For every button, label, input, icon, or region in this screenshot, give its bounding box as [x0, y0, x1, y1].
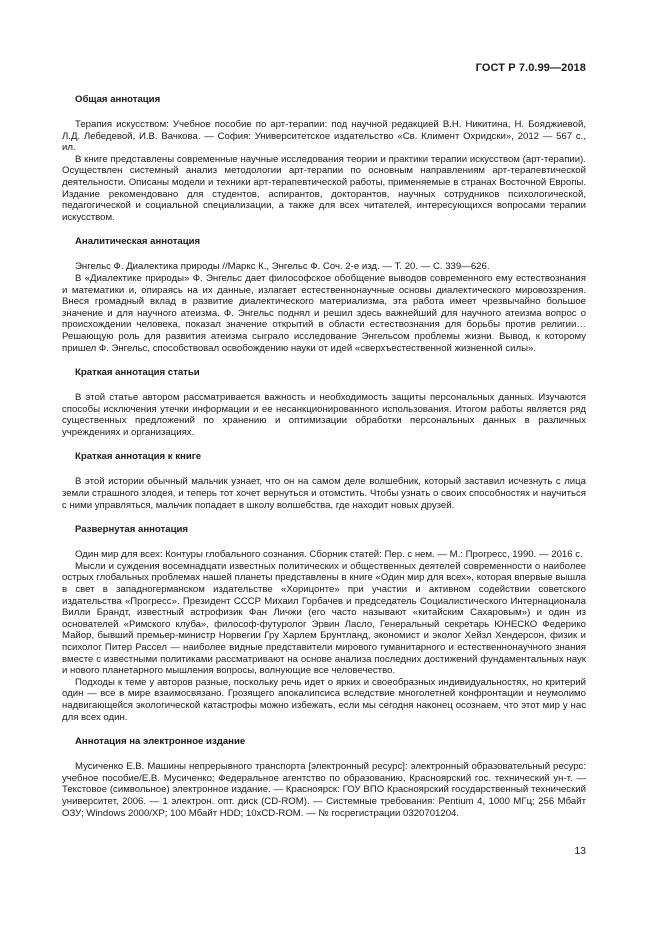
page-number: 13 — [574, 845, 586, 857]
section-short-article-annotation — [62, 367, 586, 438]
section-heading: Развернутая аннотация — [75, 524, 188, 536]
annotation-text: В этой статье автором рассматривается важность и необходимость защиты персональных данных. Изучаются способы исключения утечки информации и ее несанкционированного использования. Итогом работы является ряд существенных предложений по хранению и оптимизации обработки персональных данных в различных учреждениях и организациях. — [62, 392, 586, 438]
section-heading: Аналитическая аннотация — [75, 236, 201, 248]
section-extended-annotation — [62, 524, 586, 723]
section-heading: Аннотация на электронное издание — [75, 736, 246, 748]
section-heading: Общая аннотация — [75, 94, 161, 105]
page-content — [62, 94, 586, 832]
section-heading: Краткая аннотация статьи — [75, 367, 200, 379]
annotation-text: Подходы к теме у авторов разные, поскольку речь идет о ярких и своеобразных индивидуальностях, но критерий один — все в мире взаимосвязано. Грозящего апокалипсиса вследствие многолетней конфронтации и неумолимо надвигающейся экологической катастрофы можно избежать, если мы сегодня наконец осознаем, что этот мир у нас для всех один. — [62, 676, 586, 723]
section-analytical-annotation — [62, 236, 586, 354]
section-heading: Краткая аннотация к книге — [75, 451, 202, 463]
section-electronic-edition-annotation — [62, 736, 586, 819]
section-short-book-annotation — [62, 451, 586, 511]
annotation-text: В этой истории обычный мальчик узнает, что он на самом деле волшебник, который заставил исчезнуть с лица земли страшного злодея, и теперь тот хочет вернуться и отомстить. Чтобы узнать о своих способностях и научиться с ними управляться, мальчик попадает в школу волшебства, где находит новых друзей. — [62, 476, 586, 511]
bibliographic-reference: Энгельс Ф. Диалектика природы //Маркс К., Энгельс Ф. Соч. 2-е изд. — Т. 20. — С. 339—626. — [75, 261, 490, 273]
bibliographic-reference: Мусиченко Е.В. Машины непрерывного транспорта [электронный ресурс]: электронный образовательный ресурс: учебное пособие/Е.В. Мусиченко; Федеральное агентство по образованию, Красноярский гос. технический ун-т. — Текстовое (символьное) электронное издание. — Красноярск: ГОУ ВПО Красноярский государственный технический университет, 2006. — 1 электрон. опт. диск (CD-ROM). — Системные требования: Pentium 4, 1000 МГц; 256 Мбайт ОЗУ; Windows 2000/XP; 100 Мбайт HDD; 10xCD-ROM. — № госрегистрации 0320701204. — [62, 761, 586, 819]
annotation-text: Мысли и суждения восемнадцати известных политических и общественных деятелей современности о наиболее острых глобальных проблемах нашей планеты представлены в книге «Один мир для всех», которая впервые вышла в свет в западногерманском издательстве «Хорицонте» при участии и активном содействии советского издательства «Прогресс». Президент СССР Михаил Горбачев и председатель Социалистического Интернационала Вилли Брандт, известный астрофизик Фан Личжи (его часто называют «китайским Сахаровым») и один из основателей «Римского клуба», философ-футуролог Эрвин Ласло, Генеральный секретарь ЮНЕСКО Федерико Майор, бывший премьер-министр Норвегии Гру Харлем Брунтланд, экономист и эколог Хейзл Хендерсон, физик и психолог Питер Рассел — наиболее видные представители мирового гуманитарного и естественнонаучного знания вместе с известными политиками рассматривают на основе анализа последних достижений фундаментальных наук и нового планетарного мышления вопросы, волнующие все человечество. — [62, 560, 586, 677]
bibliographic-reference: Терапия искусством: Учебное пособие по арт-терапии: под научной редакцией В.Н. Никитина, Н. Бояджиевой, Л.Д. Лебедевой, И.В. Вачкова. — София: Университетское издательство «Св. Климент Охридски», 2012 — 567 с., ил. — [62, 119, 586, 154]
bibliographic-reference: Один мир для всех: Контуры глобального сознания. Сборник статей: Пер. с нем. — М.: Прогресс, 1990. — 2016 с. — [75, 549, 583, 561]
standard-designation: ГОСТ Р 7.0.99—2018 — [475, 62, 586, 74]
document-page — [62, 0, 586, 936]
annotation-text: В «Диалектике природы» Ф. Энгельс дает философское обобщение выводов современного ему естествознания и математики и, опираясь на их данные, излагает естественнонаучные основы диалектического мировоззрения. Внеся громадный вклад в развитие диалектического материализма, эта работа имеет чрезвычайно большое значение и для научного атеизма. Ф. Энгельс поднял и решил здесь важнейший для научного атеизма вопрос о происхождении человека, показал значение открытий в области естествознания для борьбы против религии… Решающую роль для развития атеизма сыграло исследование Энгельсом проблемы жизни. Вывод, к которому пришел Ф. Энгельс, способствовал освобождению науки от идей «сверхъестественной жизненной силы». — [62, 272, 586, 354]
annotation-text: В книге представлены современные научные исследования теории и практики терапии искусством (арт-терапии). Осуществлен системный анализ методологии арт-терапии по основным направлениям арт-терапевтической деятельности. Описаны модели и техники арт-терапевтической работы, применяемые в странах Восточной Европы. Издание рекомендовано для студентов, аспирантов, докторантов, научных сотрудников психологической, педагогической и социальной специализации, а также для всех читателей, интересующихся вопросами терапии искусством. — [62, 153, 586, 223]
section-general-annotation — [62, 94, 586, 223]
